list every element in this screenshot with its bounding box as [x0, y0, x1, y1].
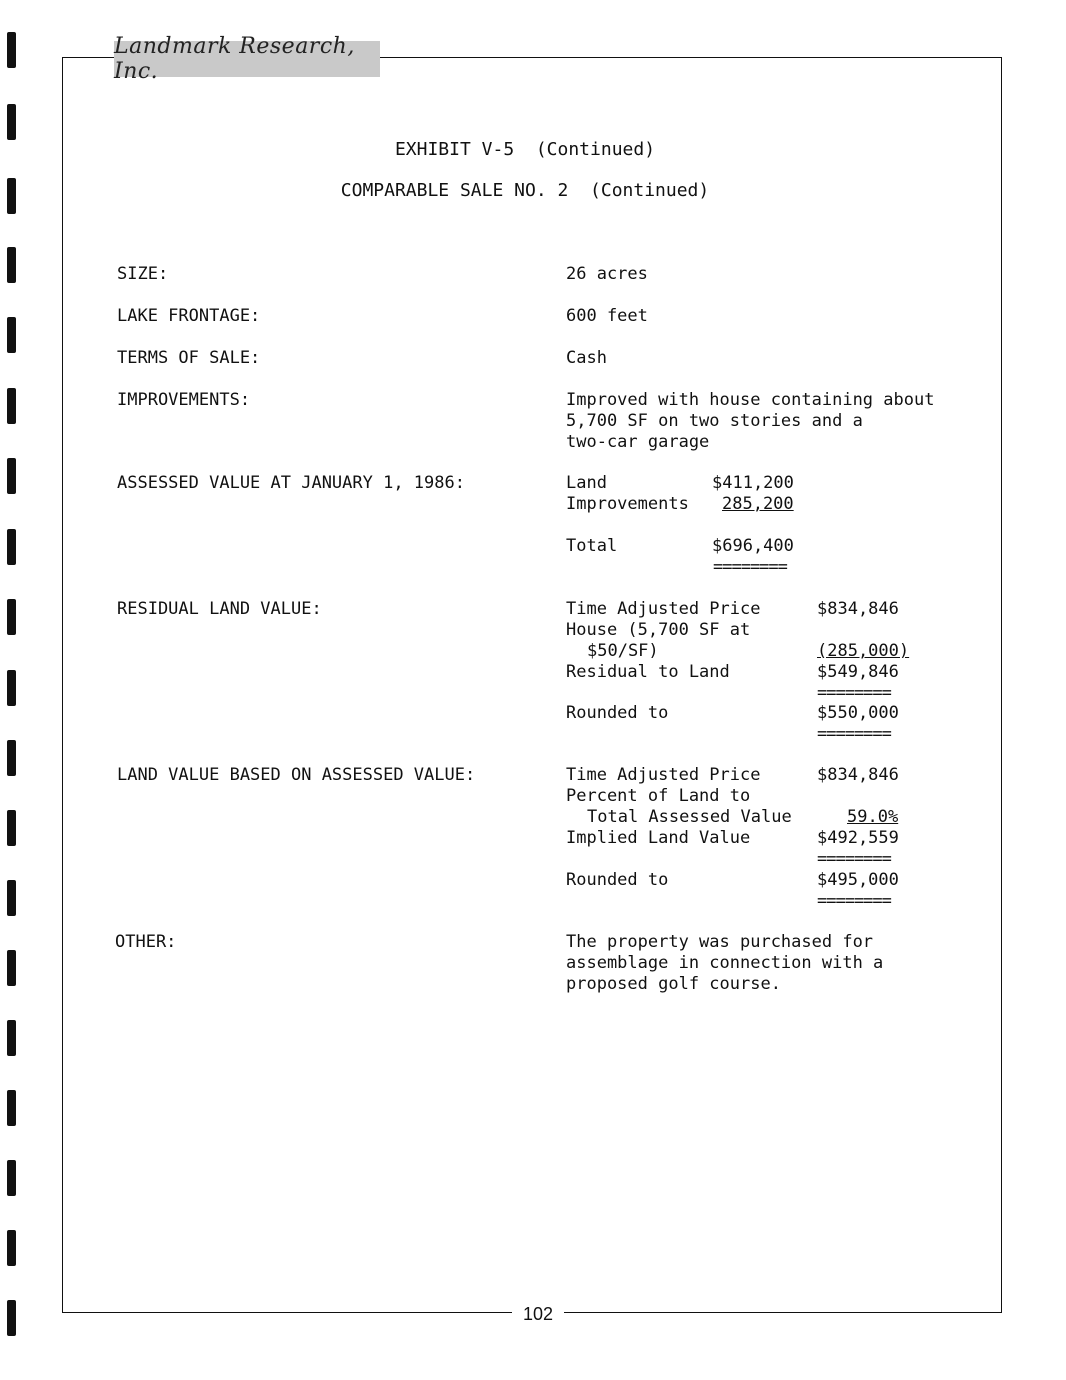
terms-of-sale-label: TERMS OF SALE: [117, 348, 261, 368]
implied-land-value: $492,559 [817, 828, 899, 848]
improvements-label: IMPROVEMENTS: [117, 390, 251, 410]
lake-frontage-value: 600 feet [566, 306, 648, 326]
page-number: 102 [512, 1300, 564, 1328]
exhibit-subtitle: COMPARABLE SALE NO. 2 (Continued) [340, 180, 710, 201]
assessed-land-label: Land [566, 473, 607, 493]
residual-to-land-value: $549,846 [817, 662, 899, 682]
assessed-rounded-value: $495,000 [817, 870, 899, 890]
improvements-line: two-car garage [566, 432, 710, 452]
assessed-total-value: $696,400 [712, 536, 794, 556]
assessed-improvements-label: Improvements [566, 494, 689, 514]
improvements-line: 5,700 SF on two stories and a [566, 411, 863, 431]
residual-house-value: (285,000) [817, 641, 910, 661]
binder-hole [7, 388, 16, 424]
other-line: assemblage in connection with a [566, 953, 884, 973]
residual-rounded-label: Rounded to [566, 703, 669, 723]
assessed-value-label: ASSESSED VALUE AT JANUARY 1, 1986: [117, 473, 465, 493]
improvements-line: Improved with house containing about [566, 390, 935, 410]
assessed-time-adjusted-label: Time Adjusted Price [566, 765, 761, 785]
assessed-land-value: $411,200 [712, 473, 794, 493]
binder-hole [7, 1300, 16, 1336]
binder-hole [7, 317, 16, 353]
assessed-time-adjusted-value: $834,846 [817, 765, 899, 785]
other-label: OTHER: [115, 932, 177, 952]
residual-time-adjusted-label: Time Adjusted Price [566, 599, 761, 619]
size-label: SIZE: [117, 264, 169, 284]
binder-hole [7, 1090, 16, 1126]
binder-hole [7, 32, 16, 68]
binder-hole [7, 1020, 16, 1056]
assessed-total-label: Total [566, 536, 618, 556]
percent-land-label: Percent of Land to [566, 786, 751, 806]
binder-hole [7, 670, 16, 706]
binder-hole [7, 810, 16, 846]
binder-hole [7, 740, 16, 776]
lake-frontage-label: LAKE FRONTAGE: [117, 306, 261, 326]
residual-to-land-label: Residual to Land [566, 662, 730, 682]
residual-time-adjusted-value: $834,846 [817, 599, 899, 619]
double-rule: ======== [817, 849, 891, 869]
double-rule: ======== [817, 683, 891, 703]
other-line: The property was purchased for [566, 932, 874, 952]
residual-land-value-label: RESIDUAL LAND VALUE: [117, 599, 322, 619]
percent-land-value: 59.0% [847, 807, 899, 827]
residual-rounded-value: $550,000 [817, 703, 899, 723]
land-value-assessed-label: LAND VALUE BASED ON ASSESSED VALUE: [117, 765, 476, 785]
residual-house-label: House (5,700 SF at [566, 620, 751, 640]
binder-hole [7, 1230, 16, 1266]
binder-hole [7, 458, 16, 494]
terms-of-sale-value: Cash [566, 348, 607, 368]
double-rule: ======== [713, 557, 787, 577]
binder-hole [7, 104, 16, 140]
assessed-improvements-value: 285,200 [722, 494, 794, 514]
percent-land-label: Total Assessed Value [587, 807, 792, 827]
binder-hole [7, 950, 16, 986]
double-rule: ======== [817, 891, 891, 911]
double-rule: ======== [817, 724, 891, 744]
binder-hole [7, 599, 16, 635]
binder-hole [7, 529, 16, 565]
assessed-rounded-label: Rounded to [566, 870, 669, 890]
size-value: 26 acres [566, 264, 648, 284]
binder-hole [7, 247, 16, 283]
residual-house-label: $50/SF) [587, 641, 659, 661]
binder-hole [7, 1160, 16, 1196]
implied-land-value-label: Implied Land Value [566, 828, 751, 848]
company-logo: Landmark Research, Inc. [114, 41, 380, 77]
exhibit-title: EXHIBIT V-5 (Continued) [394, 139, 656, 160]
other-line: proposed golf course. [566, 974, 781, 994]
binder-hole [7, 880, 16, 916]
